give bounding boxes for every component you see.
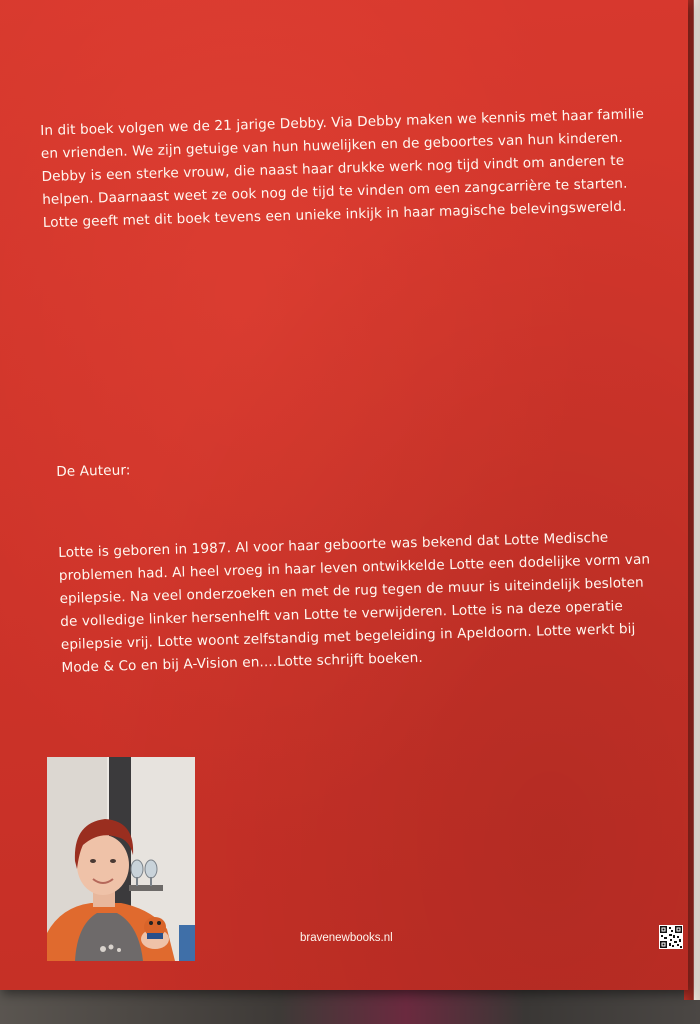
author-bio: Lotte is geboren in 1987. Al voor haar geboorte was bekend dat Lotte Medische problemen had. Al heel vroeg in haar leven ontwikkelde Lotte een dodelijke vorm van epilepsie. Na veel onderzoeken en met de rug tegen de muur is uiteindelijk besloten de volledige linker hersenhelft van Lotte te verwijderen. Lotte is na deze operatie epilepsie vrij. Lotte woont zelfstandig met begeleiding in Apeldoorn. Lotte werkt bij Mode & Co en bij A-Vision en....Lotte schrijft boeken.	[58, 529, 651, 676]
book-blurb: In dit boek volgen we de 21 jarige Debby. Via Debby maken we kennis met haar familie en vrienden. We zijn getuige van hun huwelijken en de geboortes van hun kinderen. Debby is een sterke vrouw, die naast haar drukke werk nog tijd vindt om anderen te helpen. Daarnaast weet ze ook nog de tijd te vinden om een zangcarrière te starten. Lotte geeft met dit boek tevens een unieke inkijk in haar magische belevingswereld.	[40, 106, 645, 231]
publisher-url: bravenewbooks.nl	[300, 932, 393, 944]
qr-code-icon	[659, 925, 683, 949]
table-surface	[0, 985, 700, 1024]
author-heading: De Auteur:	[56, 462, 131, 480]
author-photo	[47, 757, 195, 961]
